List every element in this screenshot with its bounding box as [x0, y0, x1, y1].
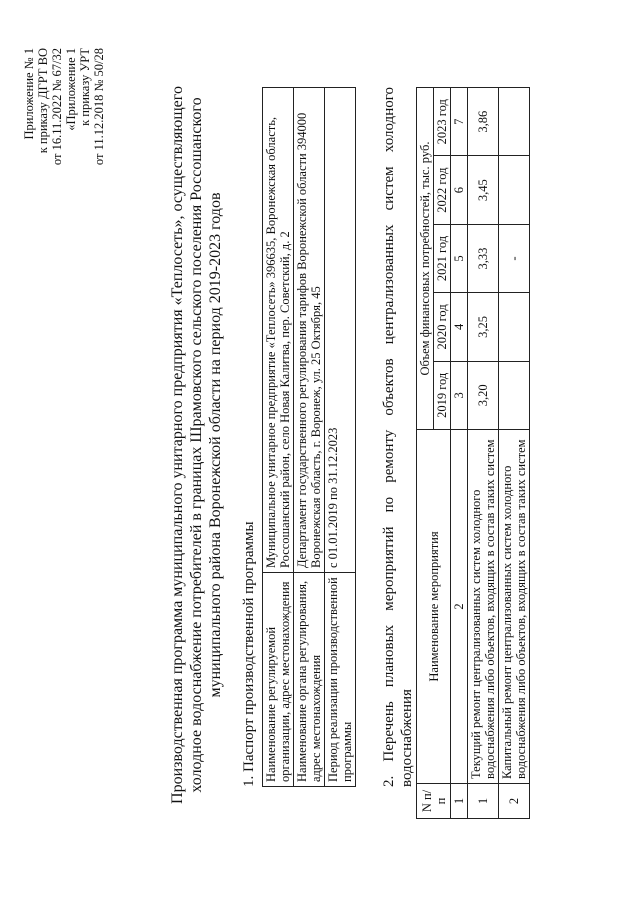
row-value: [499, 156, 530, 224]
passport-value: с 01.01.2019 по 31.12.2023: [325, 88, 356, 573]
index-cell: 6: [451, 156, 468, 224]
index-cell: 4: [451, 293, 468, 361]
section2-heading: 2. Перечень плановых мероприятий по ремонту объектов централизованных систем холодного водоснабжения: [381, 87, 415, 787]
row-value: -: [499, 224, 530, 292]
table-header-row: [417, 88, 434, 819]
document-title: [168, 65, 225, 825]
table-row: [468, 88, 499, 819]
passport-value: Департамент государственного регулирования тарифов Воронежской области 394000 Воронежская область, г. Воронеж, ул. 25 Октября, 45: [294, 88, 325, 573]
passport-value: Муниципальное унитарное предприятие «Теплосеть» 396635, Воронежская область, Россошанский район, село Новая Калитва, пер. Советский, д. 2: [263, 88, 294, 573]
year-header: 2022 год: [434, 156, 451, 224]
table-row: [499, 88, 530, 819]
annex-line: от 11.12.2018 № 50/28: [92, 48, 106, 166]
annex-line: к приказу ДГРТ ВО: [36, 48, 50, 154]
table-index-row: [451, 88, 468, 819]
year-header: 2019 год: [434, 361, 451, 429]
row-name: Текущий ремонт централизованных систем холодного водоснабжения либо объектов, входящих в состав таких систем: [468, 430, 499, 784]
title-line: муниципального района Воронежской области на период 2019-2023 годов: [207, 192, 224, 698]
col-finance-header: Объем финансовых потребностей, тыс. руб.: [417, 88, 434, 430]
year-header: 2023 год: [434, 88, 451, 156]
row-num: 2: [499, 784, 530, 819]
title-line: Производственная программа муниципального унитарного предприятия «Теплосеть», осуществляющего: [169, 86, 186, 804]
index-cell: 1: [451, 784, 468, 819]
index-cell: 5: [451, 224, 468, 292]
row-value: 3,86: [468, 88, 499, 156]
annex-reference-secondary: [64, 48, 106, 165]
passport-table: [262, 87, 356, 787]
annex-line: от 16.11.2022 № 67/32: [50, 48, 64, 166]
row-value: 3,45: [468, 156, 499, 224]
row-value: 3,20: [468, 361, 499, 429]
index-cell: 2: [451, 430, 468, 784]
measures-table: [416, 87, 530, 819]
row-num: 1: [468, 784, 499, 819]
title-line: холодное водоснабжение потребителей в границах Шрамовского сельского поселения Россошанского: [188, 97, 205, 793]
col-name-header: Наименование мероприятия: [417, 430, 451, 784]
index-cell: 7: [451, 88, 468, 156]
table-row: [263, 88, 294, 787]
passport-key: Наименование регулируемой организации, адрес местонахождения: [263, 573, 294, 787]
section1-heading: 1. Паспорт производственной программы: [241, 521, 257, 787]
annex-reference-primary: [22, 48, 64, 165]
year-header: 2021 год: [434, 224, 451, 292]
col-num-header: N п/п: [417, 784, 451, 819]
table-row: [325, 88, 356, 787]
row-name: Капитальный ремонт централизованных систем холодного водоснабжения либо объектов, входящих в состав таких систем: [499, 430, 530, 784]
row-value: [499, 88, 530, 156]
table-row: [294, 88, 325, 787]
year-header: 2020 год: [434, 293, 451, 361]
row-value: 3,33: [468, 224, 499, 292]
index-cell: 3: [451, 361, 468, 429]
row-value: [499, 293, 530, 361]
annex-line: к приказу УРТ: [78, 48, 92, 126]
passport-key: Наименование органа регулирования, адрес местонахождения: [294, 573, 325, 787]
row-value: 3,25: [468, 293, 499, 361]
passport-key: Период реализации производственной программы: [325, 573, 356, 787]
annex-line: «Приложение 1: [64, 48, 78, 131]
row-value: [499, 361, 530, 429]
annex-line: Приложение № 1: [22, 48, 36, 140]
